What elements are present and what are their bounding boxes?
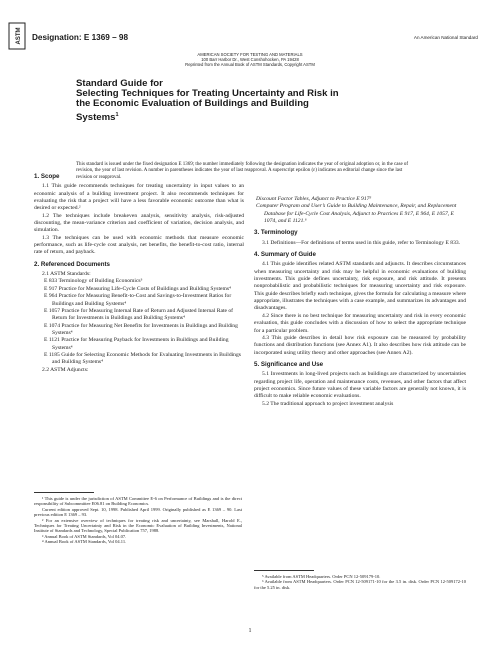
title-line: Selecting Techniques for Treating Uncertainty and Risk in — [76, 88, 339, 99]
paragraph-5-2: 5.2 The traditional approach to project investment analysis — [262, 400, 394, 407]
paragraph-1-2: 1.2 The techniques include breakeven analysis, sensitivity analysis, risk-adjusted discounting, the mean-variance criterion and coefficient of variation, decision analysis, and simulation. — [34, 212, 244, 234]
section-heading-summary: 4. Summary of Guide — [254, 251, 316, 259]
section-heading-significance: 5. Significance and Use — [254, 360, 324, 368]
designation: Designation: E 1369 – 98 — [32, 33, 129, 42]
paragraph-4-2: 4.2 Since there is no best technique for measuring uncertainty and risk in every economic evaluation, this guide concludes with a discussion of how to select the appropriate technique for a particular problem. — [254, 312, 466, 334]
footnotes-left — [34, 496, 242, 545]
ans-label: An American National Standard — [413, 35, 478, 40]
paragraph-1-3: 1.3 The techniques can be used with economic methods that measure economic performance, such as life-cycle cost analysis, net benefits, the benefit-to-cost ratio, internal rate of return, and payback. — [34, 234, 244, 256]
title-intro: Standard Guide for — [76, 78, 163, 89]
title-footnote-mark: 1 — [115, 111, 119, 118]
svg-text:ASTM: ASTM — [16, 27, 22, 45]
standard-notice: This standard is issued under the fixed designation E 1369; the number immediately following the designation indicates the year of original adoption or, in the case of revision, the year of last revision. A number in parentheses indicates the year of last reapproval. A superscript epsilon (ε) indicates an editorial change since the last revision or reapproval. — [76, 162, 409, 180]
paragraph-5-1: 5.1 Investments in long-lived projects such as buildings are characterized by uncertainties regarding project life, operation and maintenance costs, revenues, and other factors that affect project economics. Since future values of these variable factors are generally not known, it is difficult to make reliable economic evaluations. — [254, 371, 466, 400]
paragraph-2-2: 2.2 ASTM Adjuncts: — [42, 366, 89, 373]
standard-title — [76, 78, 376, 123]
paragraph-1-1: 1.1 This guide recommends techniques for treating uncertainty in input values to an economic analysis of a building investment project. It also recommends techniques for evaluating the risk that a project will have a less favorable economic outcome than what is desired or expected.² — [34, 183, 244, 212]
adjunct-item: Computer Program and User’s Guide to Building Maintenance, Repair, and Replacement Database for Life-Cycle Cost Analysis, Adjunct to Practices E 917, E 964, E 1057, E 1074, and E 1121.⁶ — [256, 203, 457, 225]
reference-item: E 1057 Practice for Measuring Internal Rate of Return and Adjusted Internal Rate of Return for Investments in Buildings and Building Systems⁴ — [44, 307, 234, 322]
footnote-divider — [34, 492, 94, 493]
paragraph-4-3: 4.3 This guide describes in detail how risk exposure can be measured by probability functions and distribution functions (see Annex A1). It also describes how risk attitude can be incorporated using utility theory and other approaches (see Annex A2). — [254, 334, 466, 356]
footnote: ⁵ Available from ASTM Headquarters. Order PCN 12-509179-10. — [262, 574, 381, 579]
astm-logo-icon — [8, 22, 26, 50]
reference-item: E 964 Practice for Measuring Benefit-to-Cost and Savings-to-Investment Ratios for Buildings and Building Systems⁴ — [44, 293, 232, 307]
title-line: Systems — [76, 112, 116, 123]
footnote: Current edition approved Sept. 10, 1998. Published April 1999. Originally published as E 1369 – 90. Last previous edition E 1369 – 93. — [34, 506, 242, 518]
adjunct-item: Discount Factor Tables, Adjunct to Practice E 917⁵ — [256, 196, 372, 202]
reference-item: E 1074 Practice for Measuring Net Benefits for Investments in Buildings and Building Systems⁴ — [44, 322, 238, 336]
section-heading-referenced-documents: 2. Referenced Documents — [34, 260, 110, 268]
paragraph-3-1: 3.1 Definitions—For definitions of terms used in this guide, refer to Terminology E 833. — [262, 239, 461, 246]
paragraph-4-1: 4.1 This guide identifies related ASTM standards and adjuncts. It describes circumstances when measuring uncertainty and risk may be helpful in economic evaluations of building investments. This guide defines uncertainty, risk exposure, and risk attitude. It presents nonprobabilistic and probabilistic techniques for measuring uncertainty and risk exposure. This guide describes briefly each technique, gives the formula for calculating a measure where appropriate, illustrates the techniques with a case example, and summarizes its advantages and disadvantages. — [254, 261, 466, 312]
footnote: ¹ This guide is under the jurisdiction of ASTM Committee E-6 on Performance of Buildings and is the direct responsibility of Subcommittee E06.81 on Building Economics. — [34, 496, 242, 507]
footnote: ⁴ Annual Book of ASTM Standards, Vol 04.11. — [42, 539, 127, 545]
footnotes-right — [254, 574, 466, 590]
publisher-line: AMERICAN SOCIETY FOR TESTING AND MATERIALS — [197, 52, 303, 57]
reference-item: E 1121 Practice for Measuring Payback for Investments in Buildings and Building Systems⁴ — [44, 337, 229, 351]
section-heading-terminology: 3. Terminology — [254, 229, 298, 237]
section-heading-scope: 1. Scope — [34, 173, 60, 180]
footnote: ² For an extensive overview of techniques for treating risk and uncertainty, see Marshall, Harold E., Techniques for Treating Uncertainty and Risk in the Economic Evaluation of Building Investments, National Institute of Standards and Technology, Special Publication 757, 1988. — [34, 517, 242, 534]
publisher-line: Reprinted from the Annual Book of ASTM Standards, Copyright ASTM — [185, 62, 315, 67]
left-column — [34, 169, 244, 374]
paragraph-2-1: 2.1 ASTM Standards: — [42, 271, 91, 278]
publisher-block — [150, 52, 350, 67]
publisher-line: 100 Barr Harbor Dr., West Conshohocken, PA 19428 — [201, 57, 299, 62]
footnote-divider — [254, 570, 314, 571]
reference-item: E 917 Practice for Measuring Life-Cycle Costs of Buildings and Building Systems⁴ — [44, 285, 231, 292]
page-number: 1 — [248, 628, 252, 634]
title-line: the Economic Evaluation of Buildings and Building — [76, 98, 309, 110]
footnote: ³ Annual Book of ASTM Standards, Vol 04.07. — [42, 533, 127, 539]
reference-item: E 1185 Guide for Selecting Economic Methods for Evaluating Investments in Buildings and Building Systems⁴ — [44, 351, 241, 366]
reference-item: E 833 Terminology of Building Economics³ — [44, 278, 143, 285]
footnote: ⁶ Available from ASTM Headquarters. Order PCN 12-509171-10 for the 3.5 in. disk. Order PCN 12-509172-10 for the 5.25 in. disk. — [254, 579, 466, 590]
right-column — [254, 196, 466, 408]
